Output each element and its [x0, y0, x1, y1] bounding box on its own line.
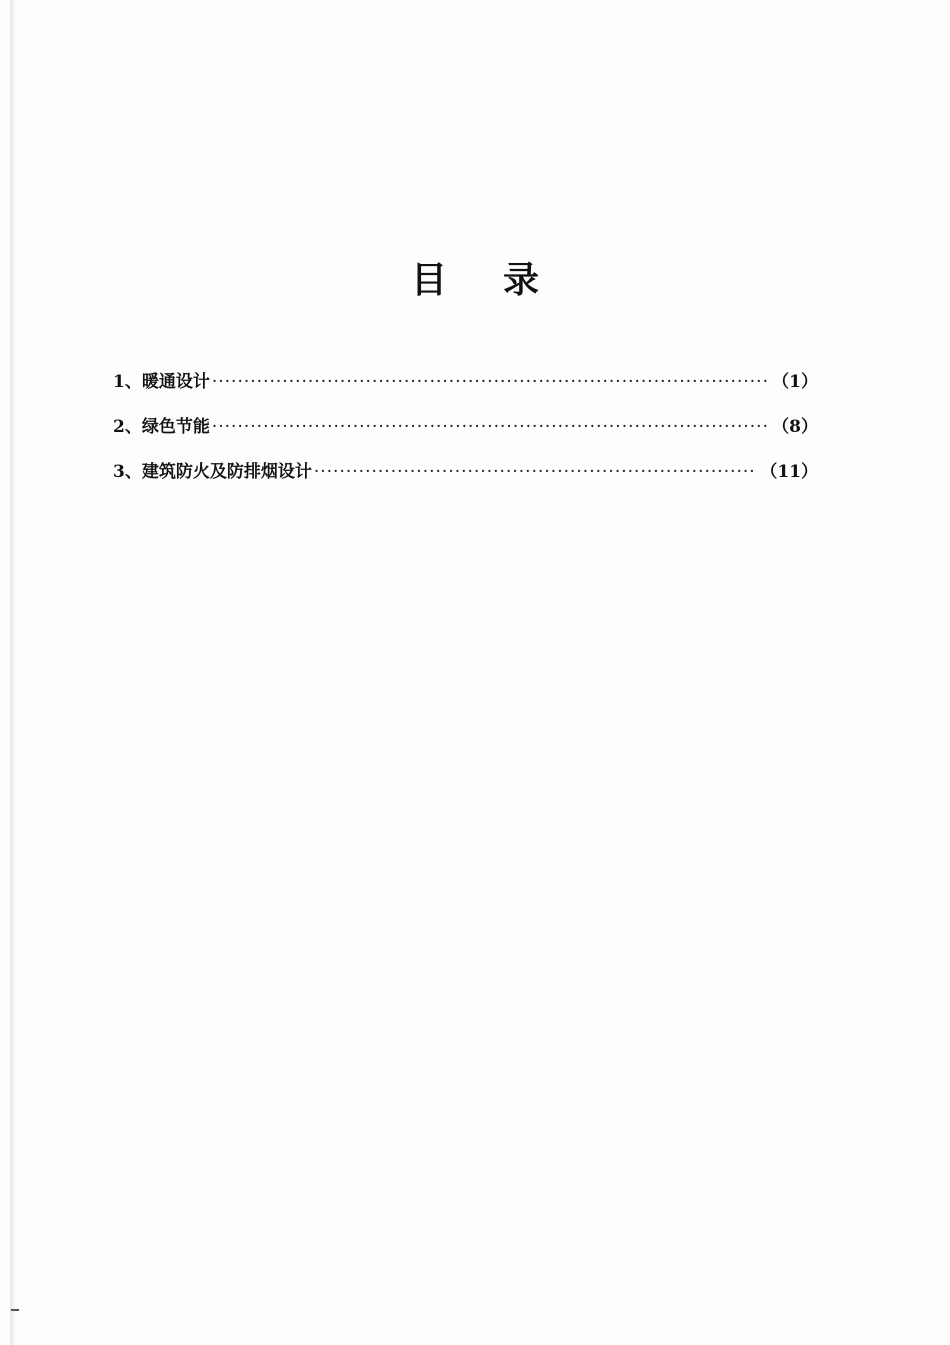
toc-dot-leader	[314, 460, 756, 484]
toc-entry-number: 3、	[113, 462, 142, 482]
toc-entry-number: 1、	[113, 372, 142, 392]
toc-entry[interactable]	[113, 370, 818, 415]
page-title	[0, 252, 950, 303]
toc-entry-label: 暖通设计	[141, 372, 210, 392]
toc-entry[interactable]	[113, 460, 818, 505]
toc-entry-number: 2、	[113, 417, 142, 437]
toc-entry-page: （1）	[772, 372, 818, 392]
toc-entry-page: （8）	[772, 417, 818, 437]
scan-mark	[11, 1309, 19, 1311]
title-char-1: 目	[410, 260, 447, 301]
toc-dot-leader	[212, 370, 768, 394]
toc-entry-page: （11）	[760, 462, 818, 482]
title-char-2: 录	[503, 260, 540, 301]
toc-dot-leader	[212, 415, 768, 439]
toc-entry-label: 绿色节能	[141, 417, 210, 437]
table-of-contents	[113, 370, 818, 505]
toc-entry-label: 建筑防火及防排烟设计	[141, 462, 312, 482]
toc-entry[interactable]	[113, 415, 818, 460]
